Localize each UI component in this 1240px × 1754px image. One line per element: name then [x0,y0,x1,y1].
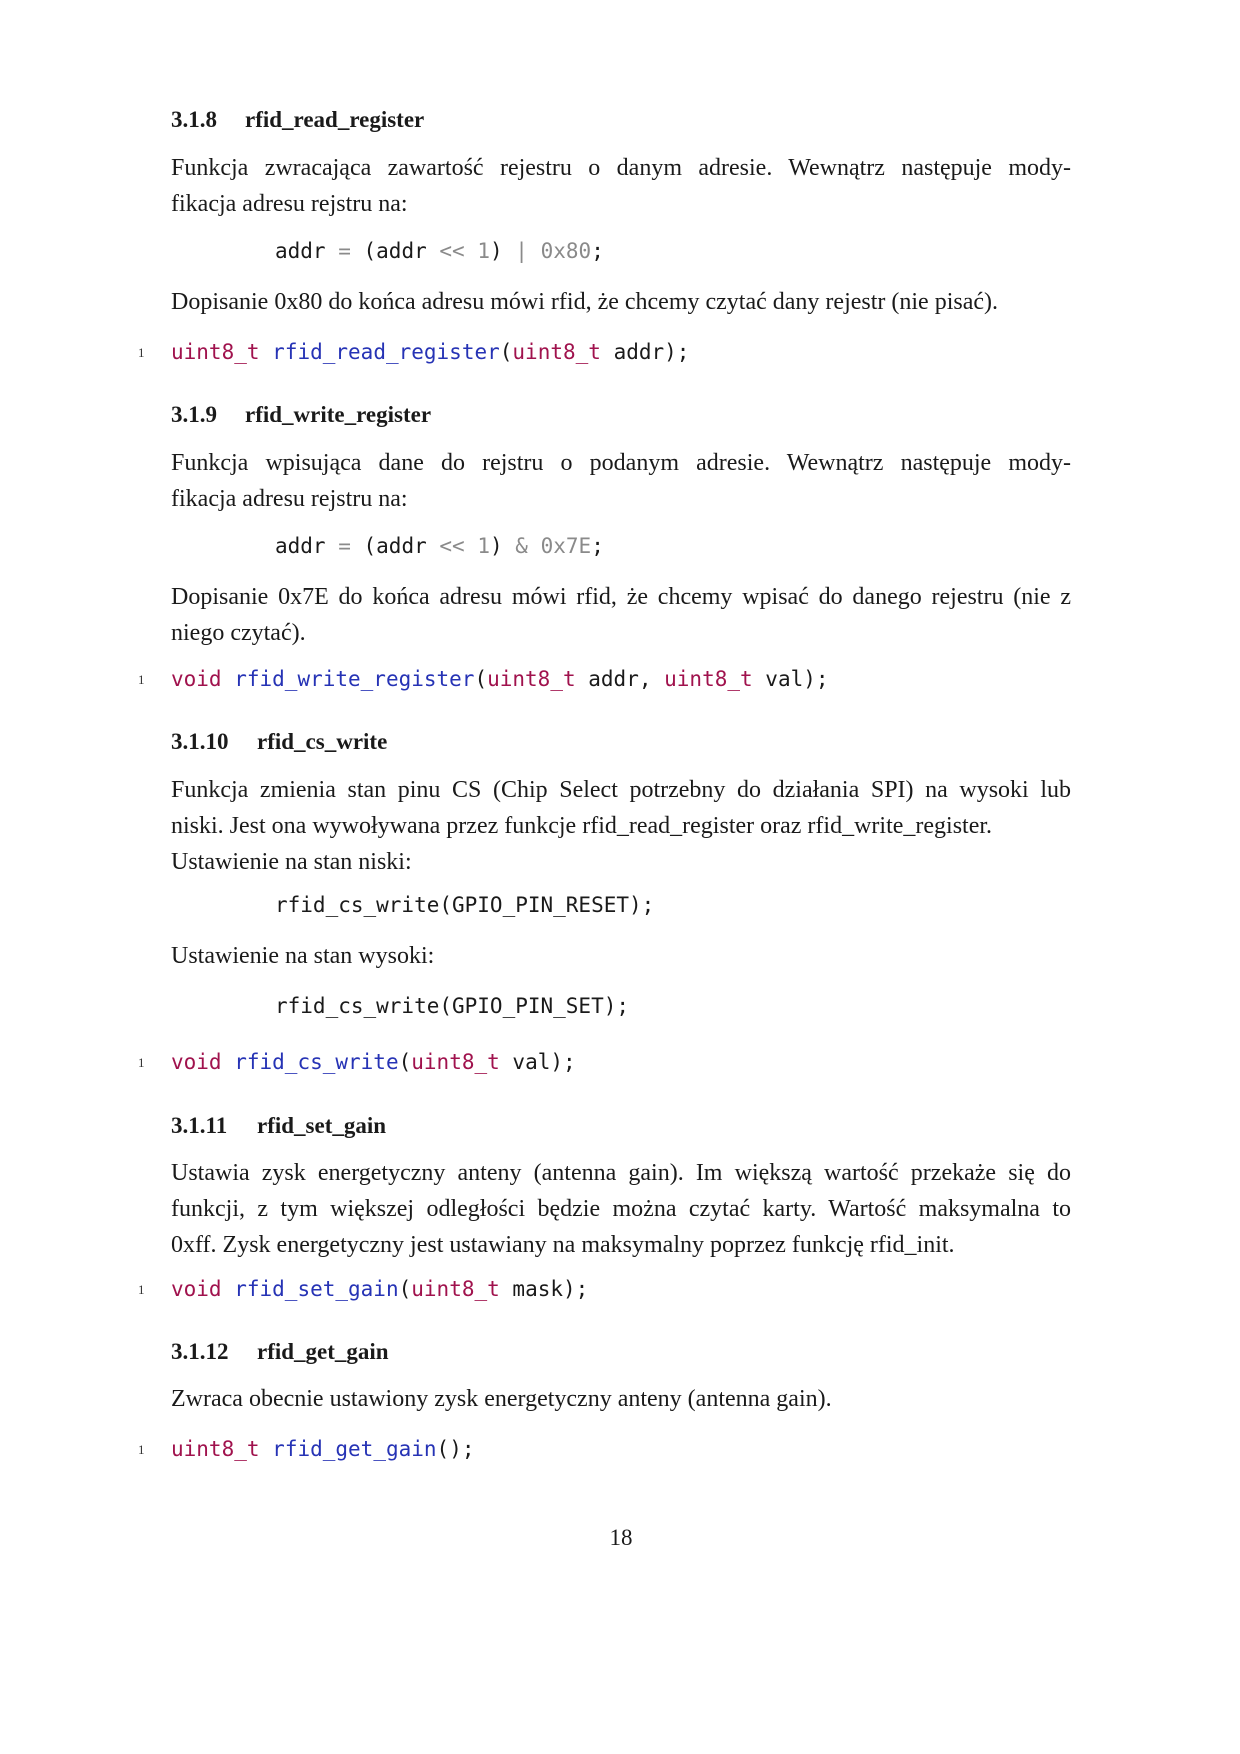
paragraph-line: Funkcja wpisująca dane do rejstru o podanym adresie. Wewnątrz następuje mody- [171,450,1071,476]
section-number: 3.1.8 [171,107,217,132]
section-number: 3.1.10 [171,729,229,754]
inline-code: addr = (addr << 1) & 0x7E; [275,534,604,558]
section-title: rfid_write_register [245,402,432,427]
line-number: 1 [138,345,145,360]
paragraph [171,1381,1071,1417]
paragraph [171,284,1071,320]
line-number: 1 [138,1442,145,1457]
section-title: rfid_get_gain [257,1339,389,1364]
code-listing: 1 uint8_t rfid_read_register(uint8_t addr); [138,340,690,364]
section-heading-3-1-9 [171,402,431,428]
paragraph-line: fikacja adresu rejstru na: [171,191,408,217]
paragraph-line: niski. Jest ona wywoływana przez funkcje rfid_read_register oraz rfid_write_register. [171,813,993,839]
inline-code: rfid_cs_write(GPIO_PIN_RESET); [275,893,655,917]
paragraph [171,772,1071,880]
paragraph [171,579,1071,651]
section-heading-3-1-11 [171,1113,386,1139]
paragraph-line: Dopisanie 0x7E do końca adresu mówi rfid, że chcemy wpisać do danego rejestru (nie z [171,584,1071,610]
paragraph-line: Funkcja zmienia stan pinu CS (Chip Select potrzebny do działania SPI) na wysoki lub [171,777,1071,803]
line-number: 1 [138,672,145,687]
paragraph-line: Ustawia zysk energetyczny anteny (antenna gain). Im większą wartość przekaże się do [171,1160,1071,1186]
paragraph-line: Funkcja zwracająca zawartość rejestru o danym adresie. Wewnątrz następuje mody- [171,155,1071,181]
section-title: rfid_cs_write [257,729,388,754]
paragraph-line: Zwraca obecnie ustawiony zysk energetyczny anteny (antenna gain). [171,1386,832,1412]
line-number: 1 [138,1282,145,1297]
paragraph-line: 0xff. Zysk energetyczny jest ustawiany na maksymalny poprzez funkcję rfid_init. [171,1232,955,1258]
paragraph-line: Ustawienie na stan wysoki: [171,943,435,969]
page-number: 18 [609,1525,633,1550]
section-heading-3-1-12 [171,1339,389,1365]
paragraph [171,938,1071,974]
section-number: 3.1.12 [171,1339,229,1364]
code-listing: 1 void rfid_set_gain(uint8_t mask); [138,1277,589,1301]
paragraph [171,150,1071,222]
paragraph [171,445,1071,517]
code-listing: 1 void rfid_cs_write(uint8_t val); [138,1050,576,1074]
code-listing: 1 uint8_t rfid_get_gain(); [138,1437,475,1461]
paragraph [171,1155,1071,1263]
inline-code: addr = (addr << 1) | 0x80; [275,239,604,263]
paragraph-line: Ustawienie na stan niski: [171,849,412,875]
paragraph-line: niego czytać). [171,620,306,646]
section-heading-3-1-10 [171,729,387,755]
section-number: 3.1.9 [171,402,217,427]
section-number: 3.1.11 [171,1113,228,1138]
section-title: rfid_read_register [245,107,425,132]
section-title: rfid_set_gain [257,1113,387,1138]
inline-code: rfid_cs_write(GPIO_PIN_SET); [275,994,630,1018]
section-heading-3-1-8 [171,107,424,133]
code-listing: 1 void rfid_write_register(uint8_t addr, uint8_t val); [138,667,829,691]
paragraph-line: funkcji, z tym większej odległości będzie można czytać karty. Wartość maksymalna to [171,1196,1071,1222]
line-number: 1 [138,1055,145,1070]
paragraph-line: Dopisanie 0x80 do końca adresu mówi rfid, że chcemy czytać dany rejestr (nie pisać). [171,289,999,315]
paragraph-line: fikacja adresu rejstru na: [171,486,408,512]
